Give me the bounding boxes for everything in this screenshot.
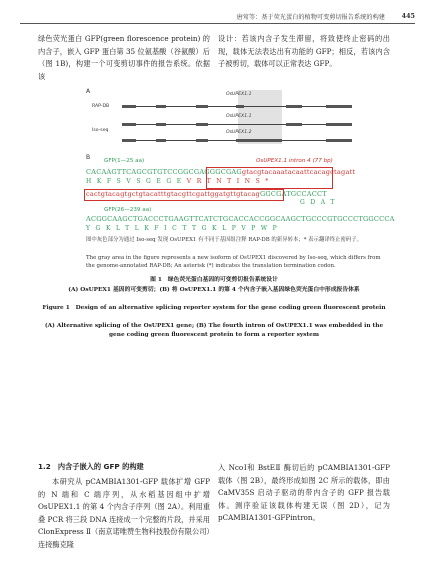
running-title: 唐莺等：基于荧光蛋白的植物可变剪切报告系统的构建	[236, 14, 385, 21]
dna-line-2-exon: GGCGATGCCACCT	[259, 190, 327, 198]
caption-cn-sub	[38, 286, 390, 295]
caption-cn-sub-text: (A) OsUPEX1 基因的可变剪切；(B) 将 OsUPEX1.1 的第 4 个内含子嵌入基因绿色荧光蛋白中形成报告体系	[68, 287, 360, 293]
figure-note-en: The gray area in the figure represents a new isoform of OsUPEX1 discovered by Iso-seq, which differs from the genome-annotated RAP-DB; An asterisk (*) indicates the translation termination codon.	[86, 255, 381, 270]
aa-line-1	[86, 178, 274, 185]
dna-line-3-text: ACGGCAAGCTGACCCTGAAGTTCATCTGCACCACCGGCAAGCTGCCCGTGCCCTGGCCCA	[86, 215, 395, 223]
dna-line-2-intron: cactgtacagtgctgtacatttgtacgttcgattggatgttgtacag	[86, 190, 260, 198]
section-heading: 1.2 内含子嵌入的 GFP 的构建	[38, 462, 144, 471]
intron-label: OsUPEX1.1 intron 4 (77 bp)	[256, 158, 333, 164]
header-rule	[20, 23, 415, 24]
top-right-paragraph	[218, 33, 390, 71]
caption-en-sub	[38, 322, 390, 341]
rapdb-exon	[326, 105, 352, 108]
section-right-text: 入 NcoⅠ和 BstEⅡ 酶切后的 pCAMBIA1301-GFP 载体（图 2B），最终形成如图 2C 所示的载体，即由 CaMV35S 启动子驱动的带内含子的 GFP 报告载体。测序验证该载体构建无误（图 2D），记为 pCAMBIA1301-GFPintron。	[218, 463, 390, 523]
top-left-paragraph	[38, 33, 210, 83]
track-iso1-gene: OsUPEX1.1	[226, 114, 252, 119]
dna-line-1-intron: gtacgtacaaatacaattcacagctagatt	[241, 168, 356, 176]
rapdb-exon	[156, 105, 166, 108]
iso1-exon	[156, 123, 166, 126]
iso2-exon	[196, 139, 208, 142]
aa-line-1-intron: VRTNTINS*	[186, 178, 274, 185]
iso2-exon	[156, 139, 166, 142]
intron-box-2	[84, 189, 284, 201]
rapdb-exon	[236, 105, 244, 108]
gfp-1-25-label: GFP(1—25 aa)	[104, 158, 145, 164]
panel-a-letter: A	[86, 88, 91, 95]
aa-line-3-text: YGKLTLKFICTTGKLPVPWP	[86, 225, 283, 232]
track-rapdb-gene: OsUPEX1.1	[226, 92, 252, 97]
caption-cn-title-text: 图 1 绿色荧光蛋白基因的可变剪切报告系统设计	[150, 277, 278, 283]
gfp-26-239-label: GFP(26—239 aa)	[104, 207, 152, 213]
dna-line-3	[86, 215, 395, 223]
caption-en-title-text: Figure 1 Design of an alternative splicing reporter system for the gene coding green fluorescent protein	[42, 305, 386, 311]
aa-line-1-exon: HKFSVSGEGE	[86, 178, 187, 185]
iso1-exon	[196, 123, 208, 126]
aa-line-3	[86, 225, 282, 232]
rapdb-exon	[196, 105, 208, 108]
caption-en-title	[38, 304, 390, 313]
figure-note-cn: 图中灰色部分为通过 Iso-seq 发现 OsUPEX1 有不同于基因组注释 RAP-DB 的新异转本；* 表示翻译终止密码子。	[86, 237, 363, 243]
rapdb-exon	[122, 105, 136, 108]
panel-b-letter: B	[86, 154, 91, 161]
section-left-text: 本研究从 pCAMBIA1301-GFP 载体扩增 GFP 的 N 端和 C 端序列，从水稻基因组中扩增 OsUPEX1.1 的第 4 个内含子序列（图 2A）。利用重叠 PCR 将三段 DNA 连接成一个完整的片段，并采用 ClonExpress Ⅱ（南京诺唯赞生物科技股份有限公司）连接酶克隆	[38, 477, 210, 549]
track-isoseq-label: Iso-seq	[92, 128, 109, 133]
section-right-paragraph	[218, 462, 390, 525]
top-right-text: 设计：若该内含子发生滞留，将致使终止密码的出现，载体无法表达出有功能的 GFP；相反，若该内含子被剪切，载体可以正常表达 GFP。	[218, 34, 390, 69]
iso2-exon	[326, 139, 352, 142]
caption-cn-title	[38, 276, 390, 285]
iso1-exon	[122, 123, 136, 126]
aa-line-2-text: GDAT	[300, 199, 341, 206]
top-left-text: 绿色荧光蛋白 GFP(green florescence protein) 的内含子，嵌入 GFP 蛋白第 35 位氨基酸（谷氨酸）后（图 1B)，构建一个可变剪切事件的报告系统。依据该	[38, 34, 210, 81]
iso1-exon	[286, 123, 302, 126]
track-iso2-gene: OsUPEX1.2	[226, 130, 252, 135]
dna-line-1-exon: CACAAGTTCAGCGTGTCCGGCGAGGGCGAG	[86, 168, 242, 176]
track-rapdb-label: RAP-DB	[92, 104, 110, 109]
caption-en-sub-text: (A) Alternative splicing of the OsUPEX1 gene; (B) The fourth intron of OsUPEX1.1 was embedded in the gene coding green fluorescent protein to form a reporter system	[44, 323, 384, 339]
section-left-paragraph	[38, 476, 210, 552]
aa-line-2	[300, 199, 340, 206]
iso2-exon	[236, 139, 282, 142]
iso2-exon	[122, 139, 136, 142]
iso1-exon	[326, 123, 352, 126]
running-header	[20, 12, 415, 26]
rapdb-exon	[286, 105, 302, 108]
page-number: 445	[401, 12, 415, 20]
